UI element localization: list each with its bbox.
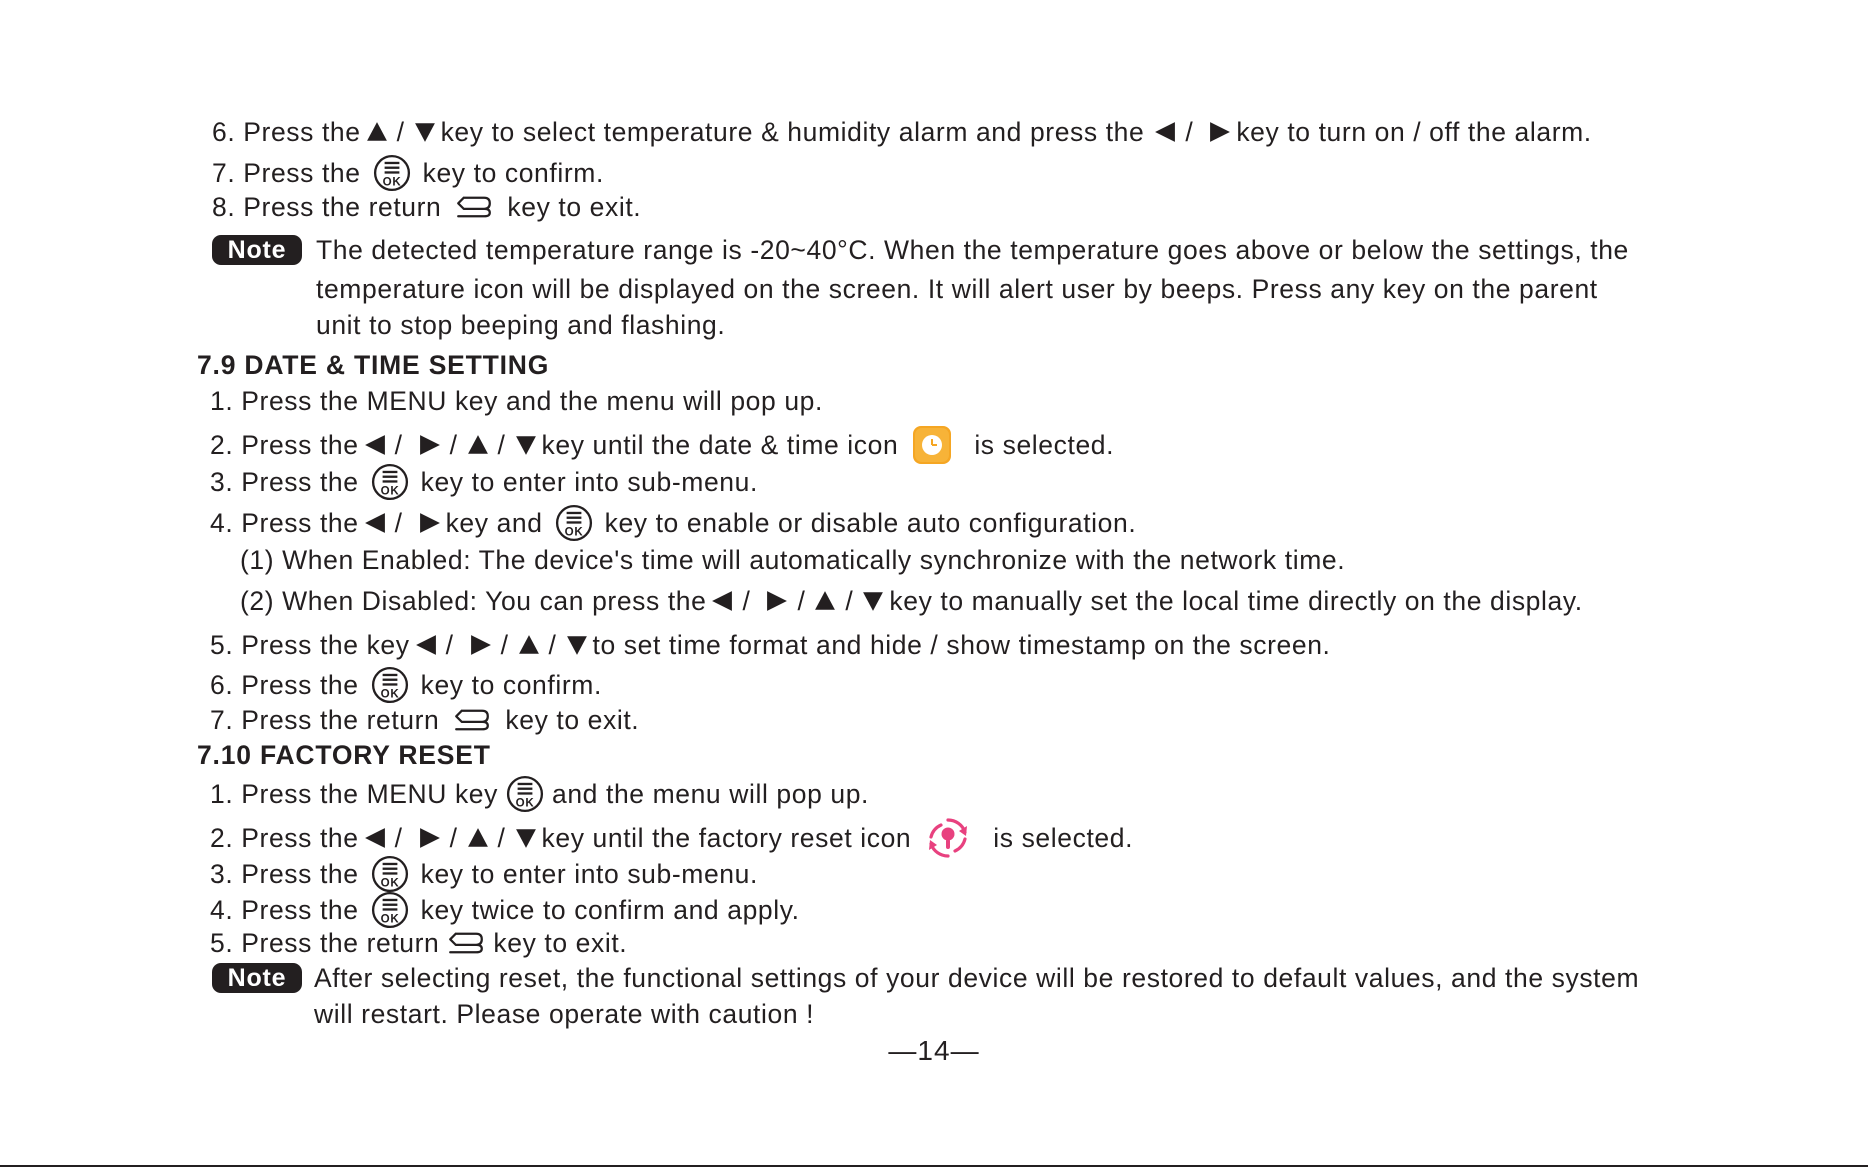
ok-key-icon (371, 891, 409, 929)
ok-key-icon (373, 154, 411, 192)
section-heading-date-time: 7.9 DATE & TIME SETTING (197, 350, 550, 380)
arrow-down-icon (862, 590, 884, 612)
arrow-right-icon (419, 512, 441, 534)
reset-step-2: 2. Press the / / / key until the factory reset icon is selected. (210, 815, 1133, 861)
arrow-down-icon (414, 121, 436, 143)
ok-key-icon (506, 775, 544, 813)
prev-step-8: 8. Press the return key to exit. (212, 192, 642, 222)
note-text-line: will restart. Please operate with caution ! (314, 999, 815, 1029)
ok-key-icon (371, 855, 409, 893)
arrow-up-icon (366, 121, 388, 143)
section-heading-factory-reset: 7.10 FACTORY RESET (197, 740, 491, 770)
date-sub-1: (1) When Enabled: The device's time will automatically synchronize with the network time. (240, 545, 1346, 575)
arrow-down-icon (515, 827, 537, 849)
arrow-left-icon (364, 434, 386, 456)
reset-step-4: 4. Press the key twice to confirm and apply. (210, 891, 800, 929)
arrow-down-icon (515, 434, 537, 456)
arrow-left-icon (711, 590, 733, 612)
date-step-7: 7. Press the return key to exit. (210, 705, 640, 735)
arrow-left-icon (1154, 121, 1176, 143)
prev-step-6: 6. Press the / key to select temperature & humidity alarm and press the / key to turn on / off the alarm. (212, 117, 1592, 147)
arrow-right-icon (766, 590, 788, 612)
arrow-right-icon (470, 634, 492, 656)
arrow-left-icon (364, 827, 386, 849)
note-badge: Note (212, 235, 302, 265)
reset-step-1: 1. Press the MENU key and the menu will pop up. (210, 775, 869, 813)
note-text-line: unit to stop beeping and flashing. (316, 310, 726, 340)
note-text-line: temperature icon will be displayed on the screen. It will alert user by beeps. Press any key on the parent (316, 274, 1598, 304)
note-text-line: The detected temperature range is -20~40°C. When the temperature goes above or below the settings, the (316, 235, 1629, 265)
arrow-up-icon (518, 634, 540, 656)
factory-reset-icon (925, 815, 971, 861)
prev-step-7: 7. Press the key to confirm. (212, 154, 604, 192)
ok-key-icon (371, 666, 409, 704)
arrow-left-icon (364, 512, 386, 534)
date-time-icon (912, 425, 952, 465)
date-step-6: 6. Press the key to confirm. (210, 666, 602, 704)
date-step-5: 5. Press the key / / / to set time format and hide / show timestamp on the screen. (210, 630, 1331, 660)
date-sub-2: (2) When Disabled: You can press the / / / key to manually set the local time directly on the display. (240, 586, 1583, 616)
return-key-icon (453, 707, 491, 733)
date-step-3: 3. Press the key to enter into sub-menu. (210, 463, 758, 501)
arrow-up-icon (467, 827, 489, 849)
date-step-4: 4. Press the / key and key to enable or disable auto configuration. (210, 504, 1136, 542)
ok-key-icon (555, 504, 593, 542)
date-step-2: 2. Press the / / / key until the date & time icon is selected. (210, 425, 1114, 465)
ok-key-icon (371, 463, 409, 501)
return-key-icon (447, 930, 485, 956)
date-step-1: 1. Press the MENU key and the menu will pop up. (210, 386, 823, 416)
page-number: —14— (888, 1035, 980, 1066)
note-badge: Note (212, 963, 302, 993)
return-key-icon (455, 194, 493, 220)
reset-step-5: 5. Press the return key to exit. (210, 928, 628, 958)
arrow-left-icon (415, 634, 437, 656)
arrow-down-icon (566, 634, 588, 656)
arrow-right-icon (1209, 121, 1231, 143)
reset-step-3: 3. Press the key to enter into sub-menu. (210, 855, 758, 893)
arrow-up-icon (814, 590, 836, 612)
arrow-right-icon (419, 434, 441, 456)
arrow-up-icon (467, 434, 489, 456)
page-bottom-rule (0, 1165, 1868, 1167)
arrow-right-icon (419, 827, 441, 849)
note-text-line: After selecting reset, the functional settings of your device will be restored to default values, and the system (314, 963, 1640, 993)
